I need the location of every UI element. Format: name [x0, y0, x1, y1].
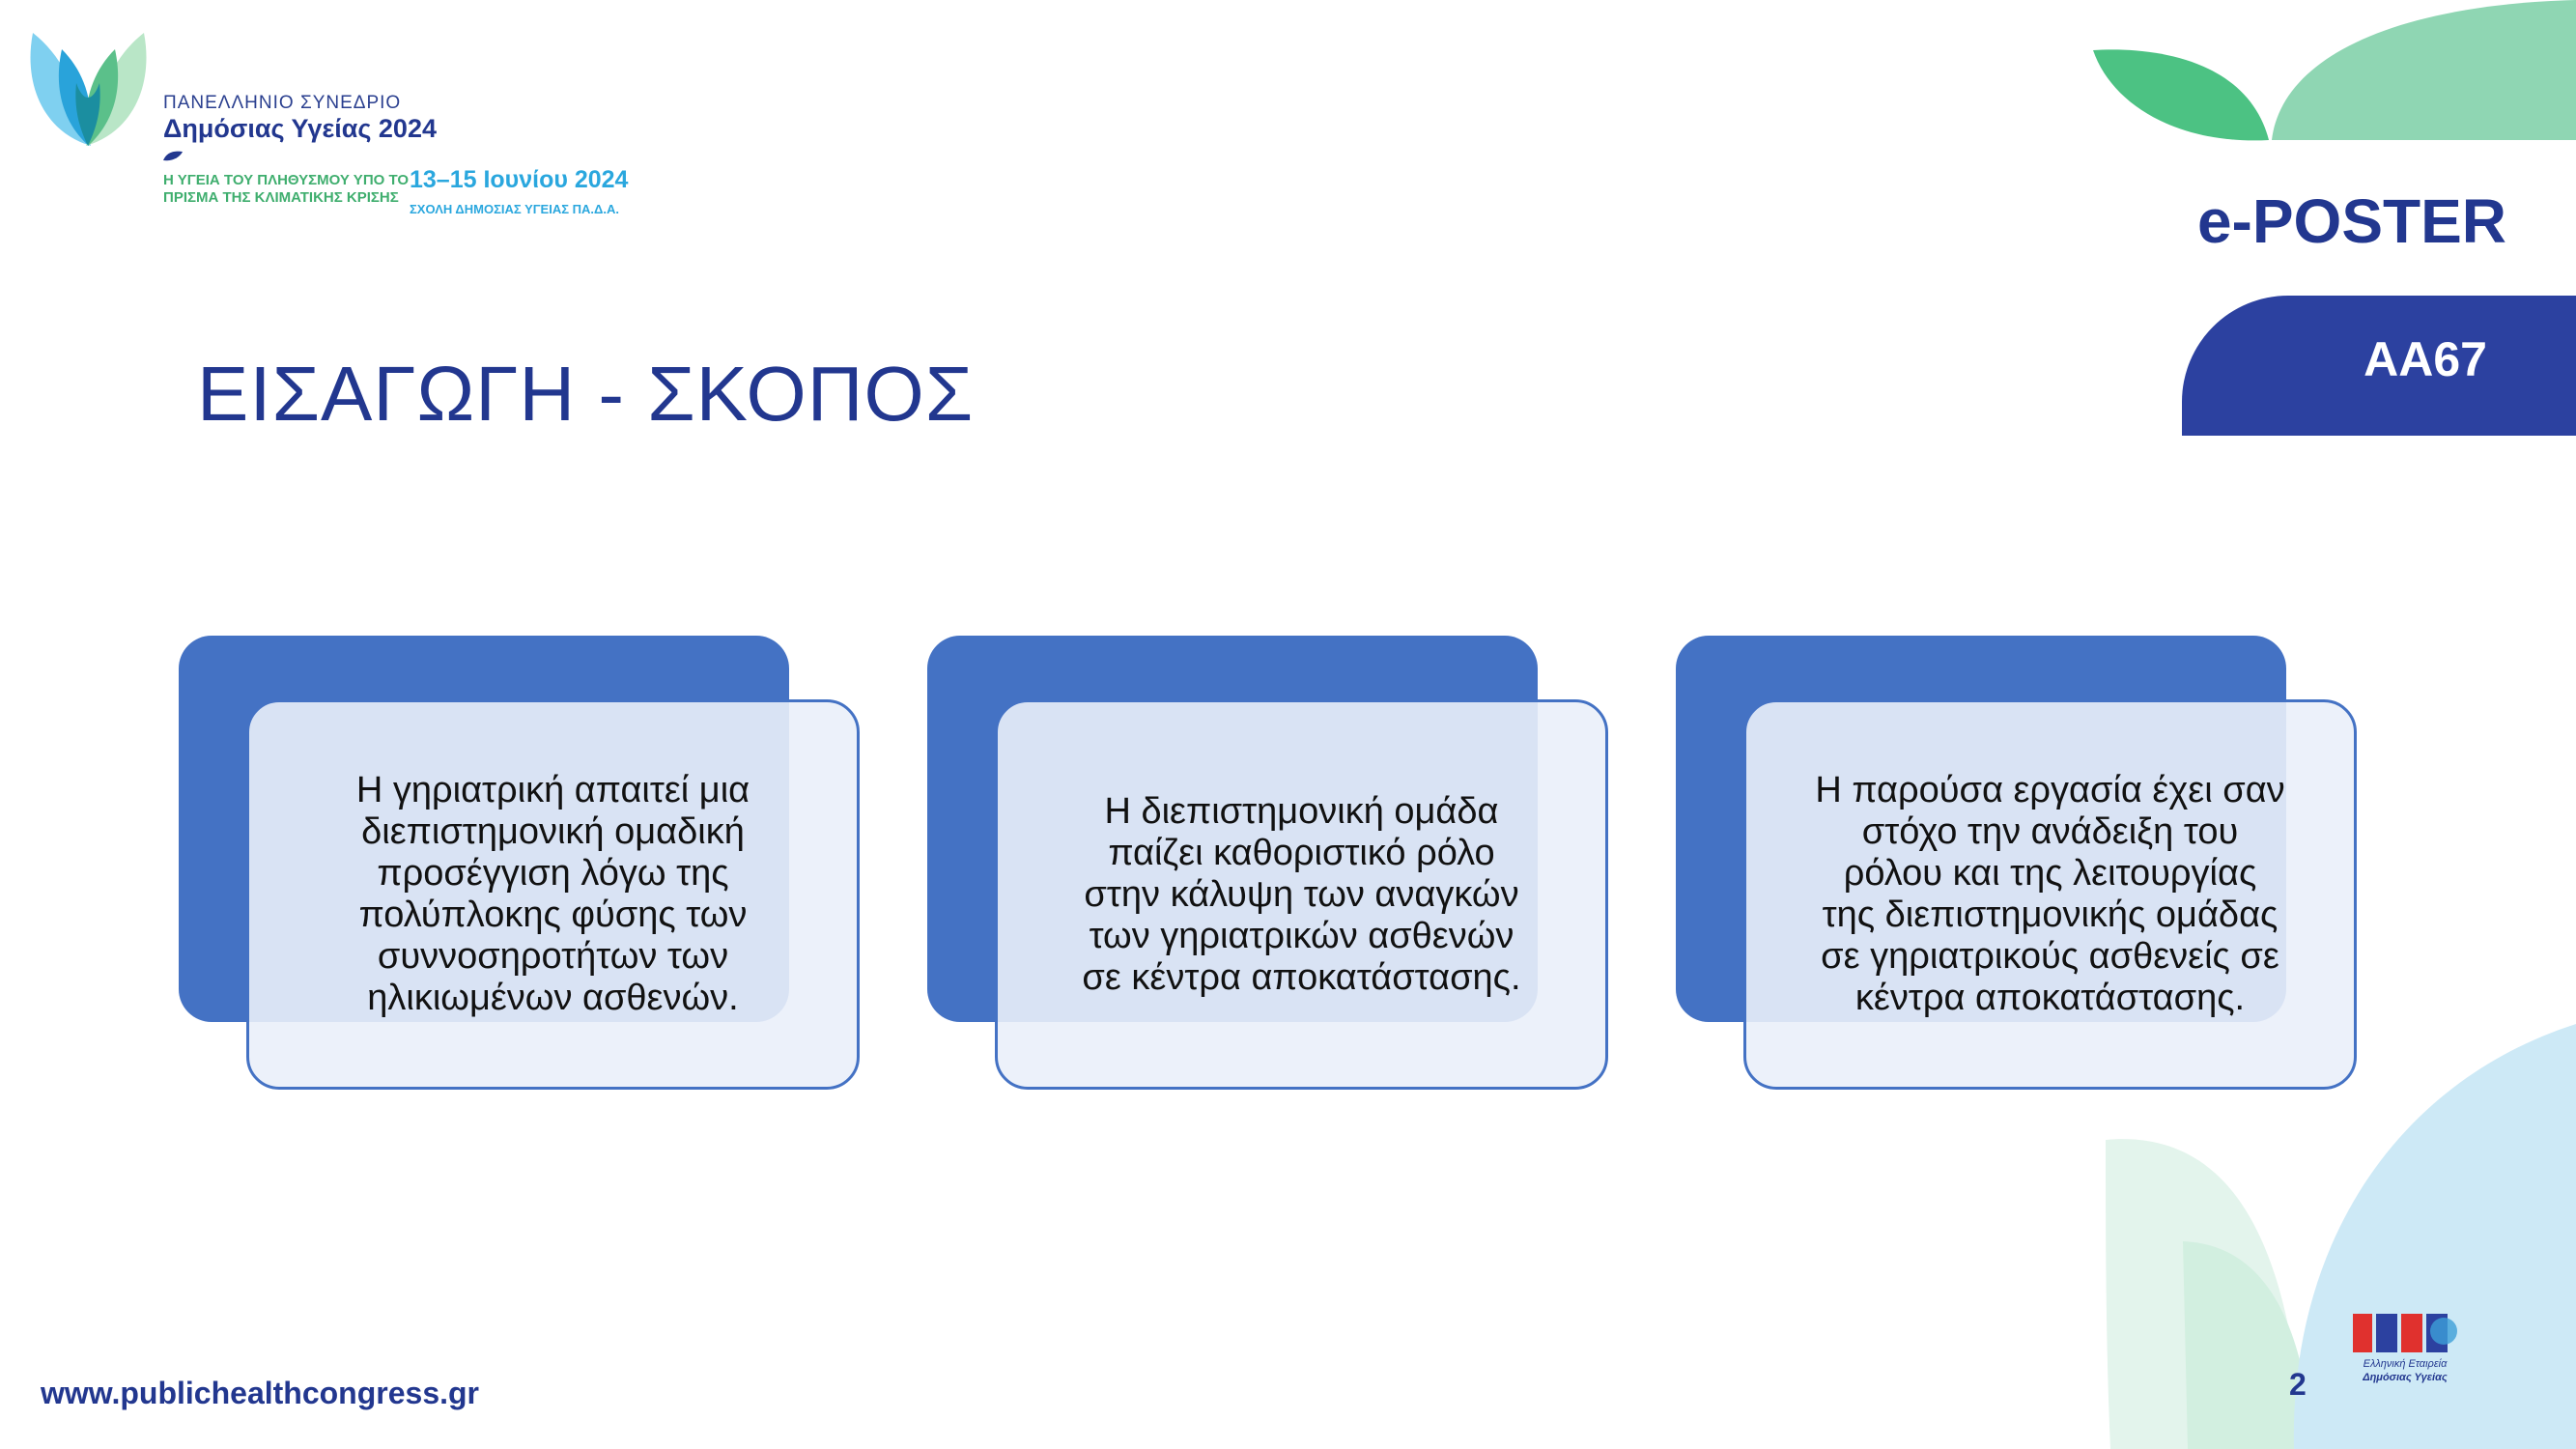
- society-logo-icon: [2351, 1310, 2459, 1358]
- poster-code: ΑΑ67: [2364, 332, 2487, 386]
- congress-subtitle: ΠΑΝΕΛΛΗΝΙΟ ΣΥΝΕΔΡΙΟ: [163, 93, 402, 113]
- congress-logo: [23, 25, 699, 238]
- info-card: [1676, 636, 2357, 1090]
- info-card: [179, 636, 860, 1090]
- top-right-leaf-decoration: [2074, 0, 2576, 155]
- card-panel: [246, 699, 860, 1090]
- society-name-line1: Ελληνική Εταιρεία: [2363, 1358, 2448, 1370]
- website-link[interactable]: www.publichealthcongress.gr: [41, 1376, 479, 1410]
- info-card: [927, 636, 1608, 1090]
- congress-tagline: Η ΥΓΕΙΑ ΤΟΥ ΠΛΗΘΥΣΜΟΥ ΥΠΟ ΤΟ ΠΡΙΣΜΑ ΤΗΣ ΚΛΙΜΑΤΙΚΗΣ ΚΡΙΣΗΣ: [163, 172, 410, 206]
- section-heading: ΕΙΣΑΓΩΓΗ - ΣΚΟΠΟΣ: [197, 351, 975, 437]
- eposter-label: e-POSTER: [2196, 186, 2506, 256]
- society-name-line2: Δημόσιας Υγείας: [2363, 1372, 2448, 1383]
- society-logo: [2347, 1310, 2463, 1387]
- congress-venue: ΣΧΟΛΗ ΔΗΜΟΣΙΑΣ ΥΓΕΙΑΣ ΠΑ.Δ.Α.: [410, 202, 619, 216]
- card-text: Η παρούσα εργασία έχει σαν στόχο την ανάδειξη του ρόλου και της λειτουργίας της διεπιστημονικής ομάδας σε γηριατρικούς ασθενείς σε κέντρα αποκατάστασης.: [1815, 770, 2285, 1018]
- bottom-right-leaf-decoration: [2106, 1024, 2576, 1449]
- congress-date: 13–15 Ιουνίου 2024: [410, 166, 629, 193]
- card-text: Η γηριατρική απαιτεί μια διεπιστημονική ομαδική προσέγγιση λόγω της πολύπλοκης φύσης των συννοσηροτήτων των ηλικιωμένων ασθενών.: [355, 770, 750, 1018]
- small-leaf-icon: [163, 151, 183, 161]
- card-panel: [995, 699, 1608, 1090]
- page-number: 2: [2289, 1367, 2307, 1402]
- card-text: Η διεπιστημονική ομάδα παίζει καθοριστικό ρόλο στην κάλυψη των αναγκών των γηριατρικών ασθενών σε κέντρα αποκατάστασης.: [1082, 790, 1521, 998]
- congress-leaf-logo-icon: [23, 25, 154, 149]
- congress-title: Δημόσιας Υγείας 2024: [163, 114, 437, 143]
